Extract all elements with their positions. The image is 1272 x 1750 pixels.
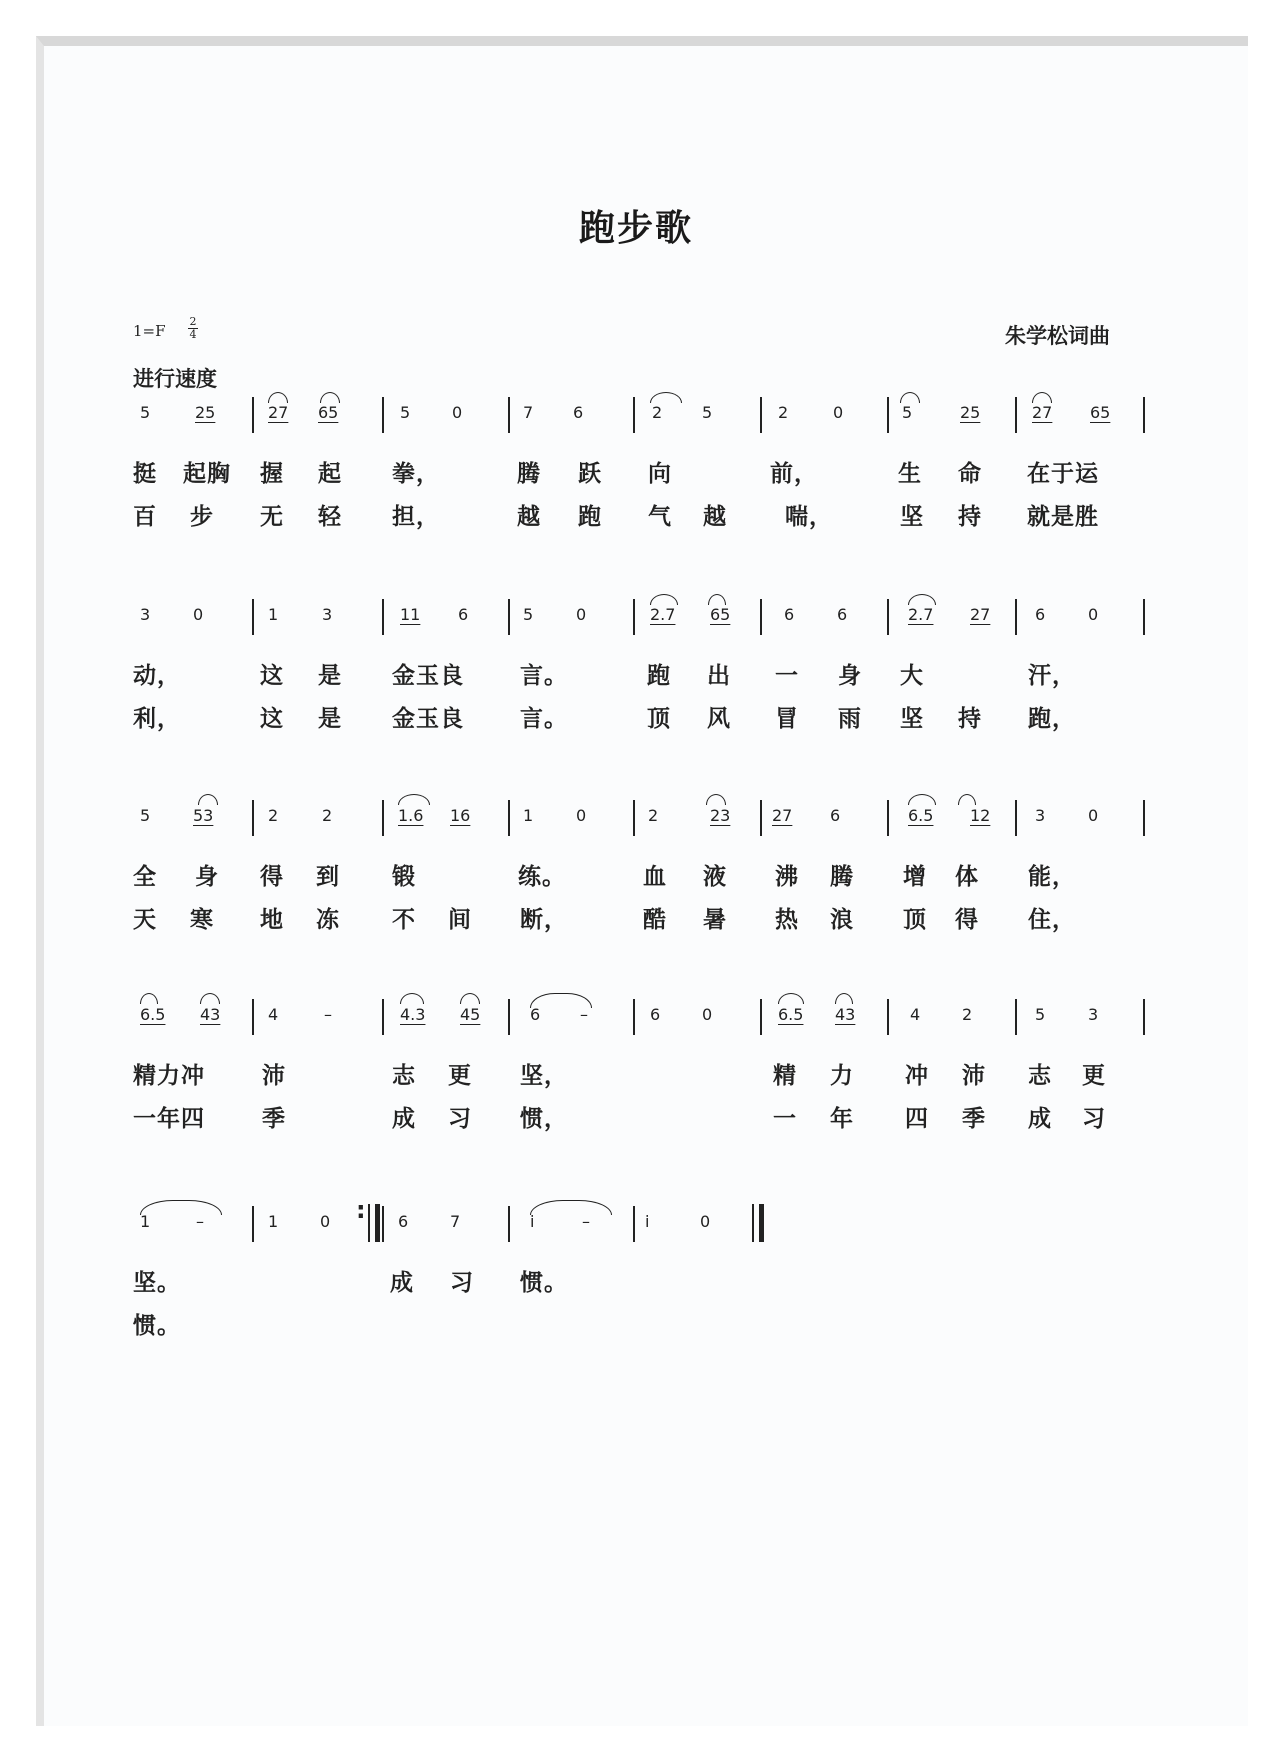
lyric-verse-1: 能， [1028,863,1076,890]
lyric-verse-1: 身 [195,863,219,890]
note: 27 [970,605,991,624]
lyric-verse-2: 冒 [775,705,799,732]
lyric-verse-1: 沸 [775,863,799,890]
lyric-verse-2: 间 [448,906,472,933]
lyric-verse-2: 跑 [578,503,602,530]
barline [760,800,762,836]
note: 5 [140,403,151,422]
lyric-verse-2: 季 [962,1105,986,1132]
note: 2 [322,806,333,825]
barline [252,1206,254,1242]
barline [252,999,254,1035]
lyric-verse-2: 持 [958,705,982,732]
lyric-verse-2: 惯。 [133,1312,181,1339]
lyric-verse-2: 暑 [703,906,727,933]
barline [252,397,254,433]
note: 16 [450,806,471,825]
note: 65 [710,605,731,624]
lyric-verse-1: 向 [648,460,672,487]
author-credit: 朱学松词曲 [1005,323,1110,348]
lyric-verse-2: 风 [707,705,731,732]
time-sig-top: 2 [189,315,197,328]
lyric-verse-2: 年 [830,1105,854,1132]
lyric-verse-1: 是 [318,662,342,689]
note: 6 [830,806,841,825]
barline [633,999,635,1035]
lyric-verse-1: 液 [703,863,727,890]
lyric-verse-2: 不 [392,906,416,933]
barline [887,999,889,1035]
note: 3 [322,605,333,624]
lyric-verse-1: 言。 [520,662,568,689]
barline [1143,999,1145,1035]
note: – [324,1005,332,1024]
lyric-verse-2: 冻 [316,906,340,933]
lyric-verse-1: 力 [830,1062,854,1089]
song-title: 跑步歌 [578,207,693,249]
lyric-verse-2: 无 [260,503,284,530]
lyric-verse-1: 全 [133,863,157,890]
note: 4 [910,1005,921,1024]
note: 1 [523,806,534,825]
lyric-verse-2: 持 [958,503,982,530]
barline [252,599,254,635]
barline [508,800,510,836]
lyric-verse-1: 腾 [517,460,541,487]
barline [508,1206,510,1242]
note: – [580,1005,588,1024]
lyric-verse-1: 惯。 [520,1269,568,1296]
lyric-verse-2: 言。 [520,705,568,732]
note: 11 [400,605,421,624]
lyric-verse-1: 体 [955,863,979,890]
barline [382,599,384,635]
lyric-verse-1: 锻 [392,863,416,890]
lyric-verse-1: 精力冲 [133,1062,205,1089]
repeat-barline [368,1204,380,1242]
barline [382,999,384,1035]
note: 43 [200,1005,221,1024]
note: 3 [1035,806,1046,825]
lyric-verse-1: 出 [707,662,731,689]
note: 23 [710,806,731,825]
barline [887,800,889,836]
lyric-verse-2: 越 [703,503,727,530]
note: 2 [962,1005,973,1024]
lyric-verse-2: 步 [190,503,214,530]
lyric-verse-1: 动， [133,662,181,689]
note: 5 [400,403,411,422]
lyric-verse-1: 一 [775,662,799,689]
lyric-verse-1: 练。 [518,863,566,890]
note: 25 [195,403,216,422]
lyric-verse-2: 百 [133,503,157,530]
note: 2 [268,806,279,825]
barline [1015,599,1017,635]
note: 1 [268,1212,279,1231]
note: 6.5 [140,1005,166,1024]
note: 6.5 [778,1005,804,1024]
note: 0 [700,1212,711,1231]
barline [633,599,635,635]
note: 2 [652,403,663,422]
barline [382,800,384,836]
lyric-verse-1: 身 [838,662,862,689]
note: 1 [140,1212,151,1231]
lyric-verse-1: 沛 [962,1062,986,1089]
note: – [196,1212,204,1231]
lyric-verse-1: 志 [1028,1062,1052,1089]
note: 0 [576,806,587,825]
note: 6 [784,605,795,624]
lyric-verse-2: 利， [133,705,181,732]
barline [1015,800,1017,836]
barline [633,1206,635,1242]
lyric-verse-1: 前， [770,460,818,487]
lyric-verse-1: 跑 [647,662,671,689]
lyric-verse-1: 更 [448,1062,472,1089]
note: 5 [140,806,151,825]
lyric-verse-2: 惯， [520,1105,568,1132]
note: 0 [702,1005,713,1024]
lyric-verse-1: 起 [318,460,342,487]
note: – [582,1212,590,1231]
lyric-verse-1: 跃 [578,460,602,487]
lyric-verse-1: 命 [958,460,982,487]
barline [760,599,762,635]
lyric-verse-2: 轻 [318,503,342,530]
lyric-verse-2: 坚 [900,705,924,732]
barline [1143,800,1145,836]
note: 5 [902,403,913,422]
note: 45 [460,1005,481,1024]
note: 53 [193,806,214,825]
lyric-verse-1: 志 [392,1062,416,1089]
note: 0 [833,403,844,422]
lyric-verse-1: 拳， [392,460,440,487]
note: 2.7 [650,605,676,624]
lyric-verse-2: 寒 [190,906,214,933]
note: 6 [573,403,584,422]
time-signature [188,316,198,341]
lyric-verse-2: 气 [648,503,672,530]
note: 0 [452,403,463,422]
lyric-verse-1: 增 [903,863,927,890]
note: 6.5 [908,806,934,825]
lyric-verse-2: 担， [392,503,440,530]
lyric-verse-1: 精 [773,1062,797,1089]
note: 0 [576,605,587,624]
lyric-verse-2: 习 [448,1105,472,1132]
final-barline [752,1204,764,1242]
barline [633,800,635,836]
note: 6 [650,1005,661,1024]
lyric-verse-1: 腾 [830,863,854,890]
lyric-verse-2: 天 [133,906,157,933]
note: 1.6 [398,806,424,825]
note: 27 [772,806,793,825]
note: 6 [837,605,848,624]
barline [887,397,889,433]
barline [508,999,510,1035]
barline [1015,397,1017,433]
note: 4 [268,1005,279,1024]
lyric-verse-2: 越 [517,503,541,530]
lyric-verse-1: 在于运 [1027,460,1099,487]
lyric-verse-1: 生 [898,460,922,487]
lyric-verse-2: 雨 [838,705,862,732]
barline [887,599,889,635]
lyric-verse-2: 季 [262,1105,286,1132]
note: 5 [702,403,713,422]
lyric-verse-1: 握 [260,460,284,487]
note: 6 [1035,605,1046,624]
lyric-verse-1: 更 [1082,1062,1106,1089]
barline [760,397,762,433]
barline [1143,397,1145,433]
note: 3 [1088,1005,1099,1024]
note: i [530,1212,535,1231]
lyric-verse-1: 成 [390,1269,414,1296]
time-sig-bottom: 4 [189,328,197,341]
note: 6 [530,1005,541,1024]
lyric-verse-2: 是 [318,705,342,732]
note: 0 [1088,806,1099,825]
lyric-verse-1: 沛 [262,1062,286,1089]
lyric-verse-1: 大 [900,662,924,689]
lyric-verse-2: 这 [260,705,284,732]
barline [508,599,510,635]
lyric-verse-2: 住， [1028,906,1076,933]
lyric-verse-1: 血 [643,863,667,890]
lyric-verse-1: 金玉良 [392,662,464,689]
lyric-verse-1: 挺 [133,460,157,487]
lyric-verse-2: 四 [905,1105,929,1132]
lyric-verse-2: 浪 [830,906,854,933]
lyric-verse-2: 一年四 [133,1105,205,1132]
note: 2.7 [908,605,934,624]
barline [633,397,635,433]
barline [252,800,254,836]
note: 2 [778,403,789,422]
note: 5 [1035,1005,1046,1024]
barline [1143,599,1145,635]
note: 0 [1088,605,1099,624]
lyric-verse-1: 起胸 [183,460,231,487]
lyric-verse-1: 坚， [520,1062,568,1089]
lyric-verse-2: 成 [1028,1105,1052,1132]
lyric-verse-2: 酷 [643,906,667,933]
lyric-verse-2: 地 [260,906,284,933]
note: 27 [268,403,289,422]
note: 2 [648,806,659,825]
lyric-verse-2: 得 [955,906,979,933]
lyric-verse-1: 这 [260,662,284,689]
lyric-verse-2: 喘， [785,503,833,530]
tempo-marking: 进行速度 [133,366,217,391]
note: 25 [960,403,981,422]
lyric-verse-2: 顶 [903,906,927,933]
note: i [645,1212,650,1231]
repeat-sign: : [356,1196,366,1224]
note: 1 [268,605,279,624]
barline [382,397,384,433]
lyric-verse-1: 坚。 [133,1269,181,1296]
lyric-verse-2: 就是胜 [1027,503,1099,530]
lyric-verse-1: 习 [450,1269,474,1296]
barline [1015,999,1017,1035]
note: 6 [398,1212,409,1231]
note: 12 [970,806,991,825]
lyric-verse-1: 冲 [905,1062,929,1089]
note: 6 [458,605,469,624]
lyric-verse-1: 得 [260,863,284,890]
lyric-verse-2: 一 [773,1105,797,1132]
note: 0 [193,605,204,624]
barline [508,397,510,433]
barline [382,1206,384,1242]
note: 3 [140,605,151,624]
key-signature: 1=F [133,322,166,340]
note: 65 [318,403,339,422]
lyric-verse-2: 金玉良 [392,705,464,732]
lyric-verse-2: 跑， [1028,705,1076,732]
lyric-verse-1: 到 [316,863,340,890]
note: 7 [450,1212,461,1231]
note: 5 [523,605,534,624]
note: 43 [835,1005,856,1024]
note: 27 [1032,403,1053,422]
lyric-verse-2: 成 [392,1105,416,1132]
lyric-verse-2: 习 [1082,1105,1106,1132]
note: 65 [1090,403,1111,422]
note: 7 [523,403,534,422]
lyric-verse-2: 热 [775,906,799,933]
lyric-verse-1: 汗， [1028,662,1076,689]
note: 0 [320,1212,331,1231]
barline [760,999,762,1035]
lyric-verse-2: 坚 [900,503,924,530]
note: 4.3 [400,1005,426,1024]
lyric-verse-2: 顶 [647,705,671,732]
lyric-verse-2: 断， [520,906,568,933]
